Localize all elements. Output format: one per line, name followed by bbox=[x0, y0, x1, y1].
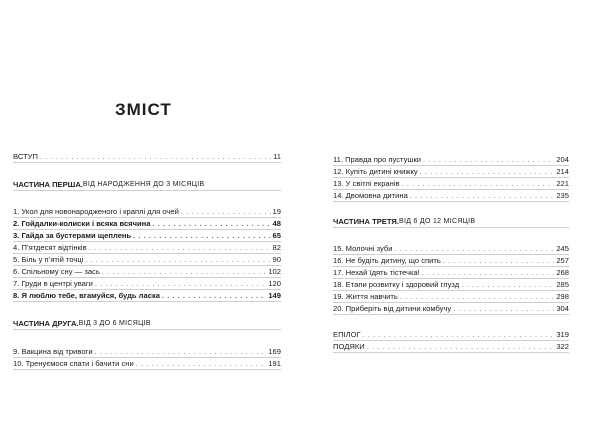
dot-leader bbox=[461, 280, 554, 290]
part-heading-title: ЧАСТИНА ТРЕТЯ. bbox=[333, 217, 399, 226]
toc-entry-label: 14. Двомовна дитина bbox=[333, 191, 408, 200]
dot-leader bbox=[162, 291, 266, 301]
toc-entry bbox=[13, 289, 281, 302]
part-heading-title: ЧАСТИНА ДРУГА. bbox=[13, 319, 79, 328]
toc-entry-label: 19. Життя навчить bbox=[333, 292, 398, 301]
toc-entry-page: 102 bbox=[268, 267, 281, 276]
toc-entry-label: ЕПІЛОГ bbox=[333, 330, 361, 339]
toc-entry-label: 12. Купіть дитині книжку bbox=[333, 167, 418, 176]
part-heading-subtitle: ВІД 3 ДО 6 МІСЯЦІВ bbox=[78, 320, 151, 327]
toc-entry-label: 6. Спільному сну — зась bbox=[13, 267, 100, 276]
toc-entry-label: 4. П’ятдесят відтінків bbox=[13, 243, 87, 252]
toc-entry-page: 319 bbox=[556, 330, 569, 339]
toc-entry-label: 15. Молочні зуби bbox=[333, 244, 393, 253]
toc-entry-intro bbox=[13, 150, 281, 163]
toc-entry-page: 322 bbox=[556, 342, 569, 351]
dot-leader bbox=[402, 179, 555, 189]
toc-entry-label: 10. Тренуємося спати і бачити сни bbox=[13, 359, 134, 368]
dot-leader bbox=[95, 347, 267, 357]
toc-entry-thanks bbox=[333, 340, 569, 353]
dot-leader bbox=[423, 155, 554, 165]
toc-entry-label: 8. Я люблю тебе, вгамуйся, будь ласка bbox=[13, 291, 160, 300]
toc-entry-page: 214 bbox=[556, 167, 569, 176]
dot-leader bbox=[443, 256, 555, 266]
toc-entry-page: 48 bbox=[272, 219, 281, 228]
toc-entry-page: 191 bbox=[268, 359, 281, 368]
dot-leader bbox=[363, 330, 555, 340]
dot-leader bbox=[420, 167, 555, 177]
part-heading-1 bbox=[13, 178, 281, 191]
toc-entry bbox=[333, 189, 569, 202]
toc-entry-page: 82 bbox=[272, 243, 281, 252]
dot-leader bbox=[133, 231, 270, 241]
part-heading-2 bbox=[13, 317, 281, 330]
part-heading-subtitle: ВІД НАРОДЖЕННЯ ДО 3 МІСЯЦІВ bbox=[82, 181, 205, 188]
toc-entry-label: 16. Не будіть дитину, що спить bbox=[333, 256, 441, 265]
toc-entry-page: 235 bbox=[556, 191, 569, 200]
toc-entry-page: 11 bbox=[273, 152, 281, 161]
toc-entry-label: 17. Нехай їдять тістечка! bbox=[333, 268, 420, 277]
dot-leader bbox=[422, 268, 555, 278]
toc-entry-label: 20. Приберіть від дитини комбучу bbox=[333, 304, 452, 313]
toc-entry-page: 245 bbox=[556, 244, 569, 253]
toc-entry-page: 65 bbox=[272, 231, 281, 240]
toc-entry-page: 285 bbox=[556, 280, 569, 289]
toc-entry bbox=[333, 302, 569, 315]
dot-leader bbox=[136, 359, 267, 369]
toc-entry-page: 19 bbox=[272, 207, 281, 216]
dot-leader bbox=[367, 342, 555, 352]
toc-entry-page: 120 bbox=[268, 279, 281, 288]
toc-entry-label: ПОДЯКИ bbox=[333, 342, 365, 351]
toc-entry-page: 149 bbox=[268, 291, 281, 300]
dot-leader bbox=[102, 267, 267, 277]
dot-leader bbox=[89, 243, 271, 253]
dot-leader bbox=[410, 191, 555, 201]
toc-entry-page: 298 bbox=[556, 292, 569, 301]
toc-entry-label: 3. Гайда за бустерами щеплень bbox=[13, 231, 132, 240]
toc-entry bbox=[13, 357, 281, 370]
page-title: ЗМІСТ bbox=[115, 100, 172, 119]
toc-entry-label: 2. Гойдалки-колиски і всяка всячина bbox=[13, 219, 151, 228]
toc-entry-page: 204 bbox=[556, 155, 569, 164]
dot-leader bbox=[85, 255, 270, 265]
toc-entry-label: 5. Біль у п’ятій точці bbox=[13, 255, 84, 264]
dot-leader bbox=[395, 244, 555, 254]
toc-entry-page: 221 bbox=[556, 179, 569, 188]
toc-entry-page: 169 bbox=[268, 347, 281, 356]
toc-entry-page: 90 bbox=[272, 255, 281, 264]
toc-entry-label: 1. Укол для новонародженого і краплі для очей bbox=[13, 207, 179, 216]
toc-entry-page: 268 bbox=[556, 268, 569, 277]
toc-entry-label: 11. Правда про пустушки bbox=[333, 155, 422, 164]
toc-entry-page: 304 bbox=[556, 304, 569, 313]
dot-leader bbox=[153, 219, 271, 229]
toc-entry-label: 18. Етапи розвитку і здоровий глузд bbox=[333, 280, 460, 289]
dot-leader bbox=[400, 292, 554, 302]
dot-leader bbox=[181, 207, 271, 217]
toc-entry-page: 257 bbox=[556, 256, 569, 265]
dot-leader bbox=[453, 304, 554, 314]
toc-entry-label: ВСТУП bbox=[13, 152, 38, 161]
part-heading-subtitle: ВІД 6 ДО 12 МІСЯЦІВ bbox=[398, 218, 476, 225]
toc-entry-label: 9. Вакцина від тривоги bbox=[13, 347, 93, 356]
toc-entry-label: 7. Груди в центрі уваги bbox=[13, 279, 93, 288]
dot-leader bbox=[95, 279, 266, 289]
part-heading-3 bbox=[333, 215, 569, 228]
toc-entry-label: 13. У світлі екранів bbox=[333, 179, 400, 188]
dot-leader bbox=[40, 152, 271, 162]
part-heading-title: ЧАСТИНА ПЕРША. bbox=[13, 180, 83, 189]
